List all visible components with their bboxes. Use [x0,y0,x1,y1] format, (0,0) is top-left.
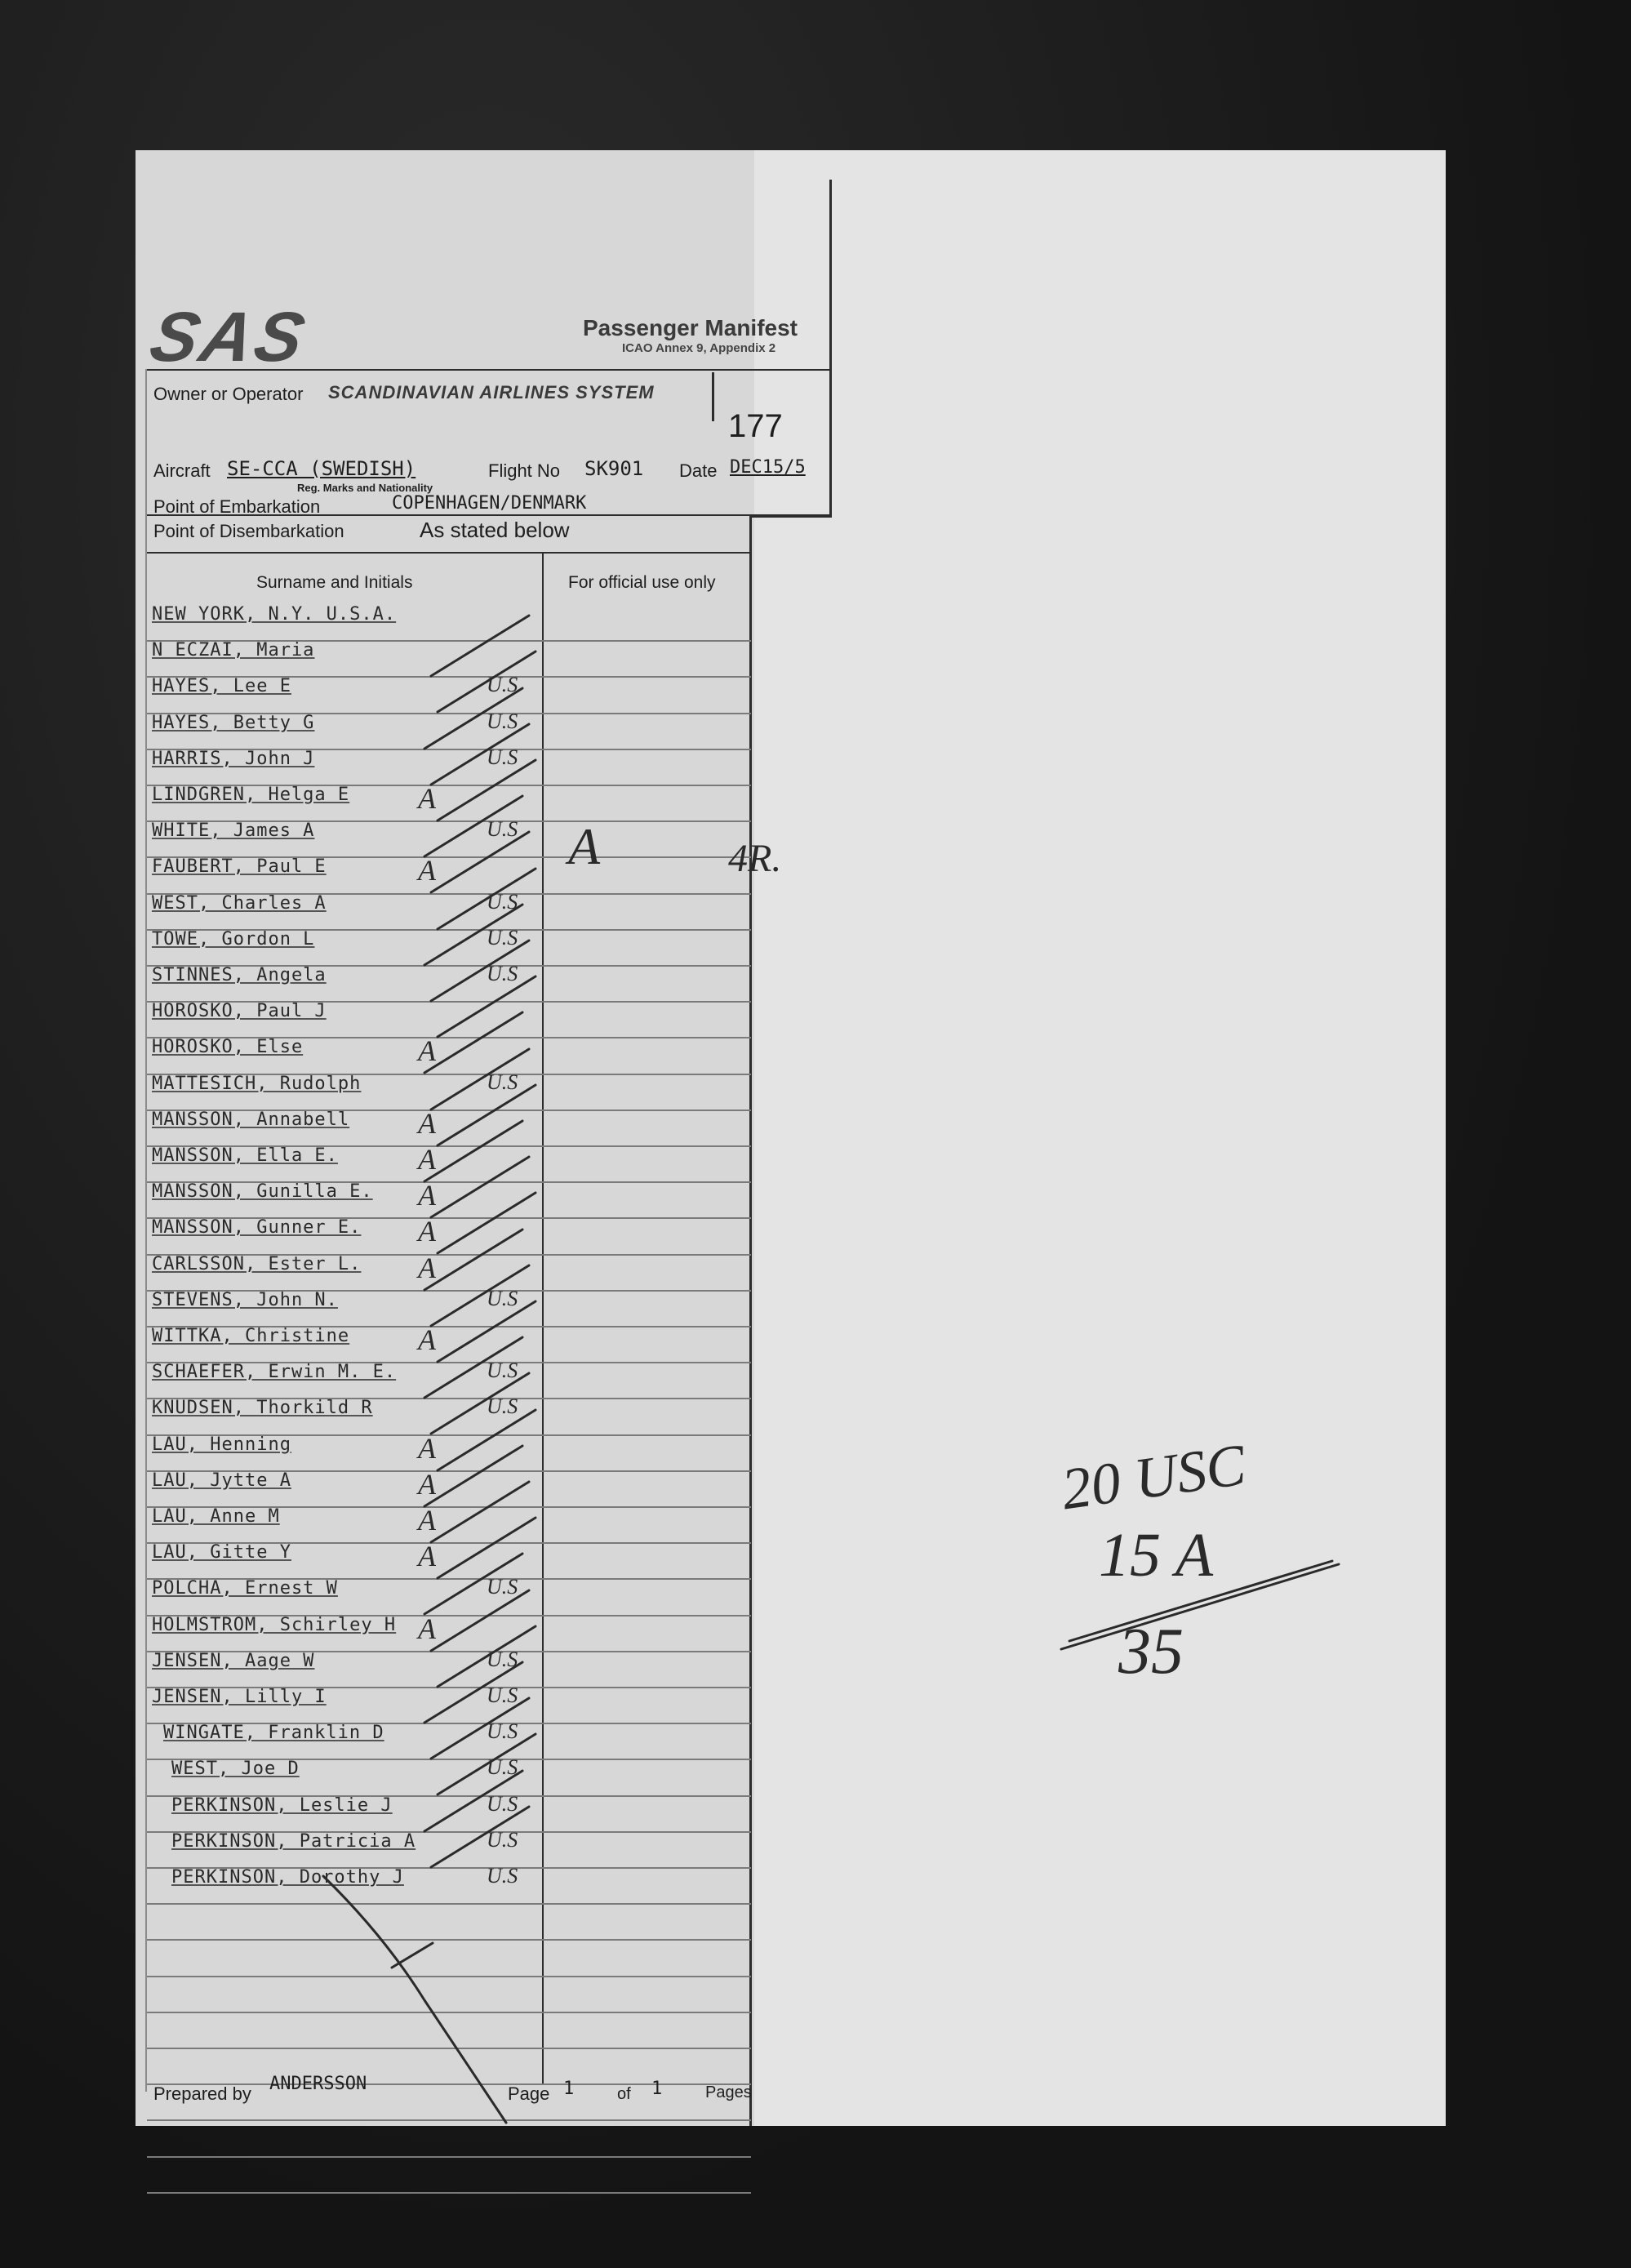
mark-label: A [418,854,436,887]
passenger-row: JENSEN, Aage W [152,1651,315,1671]
official-note-a: A [568,817,601,875]
check-stroke [431,724,529,785]
check-stroke [431,832,529,892]
passenger-row: LAU, Gitte Y [152,1542,291,1563]
check-stroke [431,1373,529,1434]
mark-label: A [418,782,436,815]
mark-label: U.S [487,962,518,985]
check-stroke [424,1230,522,1290]
embark-value: COPENHAGEN/DENMARK [392,493,587,514]
check-stroke [431,1157,529,1217]
tally-line2: 15 A [1099,1521,1214,1590]
passenger-row: LAU, Anne M [152,1506,280,1527]
passenger-row: WITTKA, Christine [152,1326,350,1346]
mark-label: A [418,1179,436,1212]
passenger-row: POLCHA, Ernest W [152,1578,338,1599]
passenger-row: HAYES, Betty G [152,713,315,733]
passenger-row: WHITE, James A [152,820,315,841]
disembark-value: As stated below [420,518,570,542]
check-stroke [438,760,536,820]
page-label: Page [508,2083,550,2104]
col-header-name: Surname and Initials [256,573,413,592]
mark-label: U.S [487,1575,518,1599]
check-stroke [431,1807,529,1867]
passenger-row: MANSSON, Gunner E. [152,1217,362,1238]
mark-label: A [418,1504,436,1536]
owner-label: Owner or Operator [153,384,304,404]
prepared-label: Prepared by [153,2083,251,2104]
passenger-row: LAU, Jytte A [152,1470,291,1491]
mark-label: U.S [487,1683,518,1707]
tally-line1: 20 USC [1057,1431,1250,1523]
mark-label: U.S [487,1648,518,1671]
mark-label: U.S [487,1828,518,1852]
tally-sum-line [1061,1564,1339,1649]
check-stroke [438,1193,536,1253]
form-subtitle: ICAO Annex 9, Appendix 2 [622,341,776,355]
sas-logo: SAS [143,298,315,376]
aircraft-value: SE-CCA (SWEDISH) [227,457,416,480]
check-stroke [424,1771,522,1831]
check-stroke [424,688,522,749]
tally-total: 35 [1118,1616,1184,1688]
tally-underline [1069,1561,1332,1641]
check-stroke [431,1698,529,1759]
mark-label: A [418,1612,436,1645]
reg-note: Reg. Marks and Nationality [297,482,433,494]
passenger-row: CARLSSON, Ester L. [152,1254,362,1274]
passenger-row: LAU, Henning [152,1434,291,1455]
passenger-row: N ECZAI, Maria [152,640,315,660]
passenger-row: WINGATE, Franklin D [163,1723,384,1743]
mark-label: U.S [487,1394,518,1418]
mark-label: A [418,1323,436,1356]
check-stroke [431,616,529,676]
of-label: of [617,2085,631,2103]
check-stroke [438,1085,536,1145]
check-stroke [438,869,536,929]
date-label: Date [679,460,718,481]
check-stroke [424,1446,522,1506]
mark-label: U.S [487,1864,518,1888]
passenger-row: PERKINSON, Leslie J [171,1795,393,1816]
mark-label: U.S [487,673,518,696]
check-stroke [438,651,536,712]
mark-label: U.S [487,817,518,841]
date-value: DEC15/5 [730,457,806,478]
mark-label: U.S [487,1359,518,1382]
passenger-row: PERKINSON, Patricia A [171,1831,416,1852]
passenger-row: MANSSON, Annabell [152,1110,350,1130]
destination-line: NEW YORK, N.Y. U.S.A. [152,604,397,625]
passenger-row: MANSSON, Ella E. [152,1145,338,1166]
embark-label: Point of Embarkation [153,496,321,517]
check-stroke [431,941,529,1001]
form-title: Passenger Manifest [583,315,798,340]
mark-label: U.S [487,1719,518,1743]
check-stroke [438,1626,536,1687]
passenger-row: WEST, Joe D [171,1759,300,1779]
passenger-row: MATTESICH, Rudolph [152,1074,362,1094]
mark-label: U.S [487,745,518,769]
mark-label: A [418,1252,436,1284]
mark-label: A [418,1107,436,1140]
page-number: 177 [728,408,783,444]
cancel-stroke-short [392,1943,433,1968]
check-stroke [431,1265,529,1326]
owner-value: SCANDINAVIAN AIRLINES SYSTEM [328,382,655,402]
pages-label: Pages [705,2083,752,2101]
check-stroke [424,905,522,965]
passenger-row: HOLMSTROM, Schirley H [152,1615,397,1635]
mark-label: A [418,1540,436,1572]
passenger-row: KNUDSEN, Thorkild R [152,1398,373,1418]
passenger-row: FAUBERT, Paul E [152,856,327,877]
passenger-row: STINNES, Angela [152,965,327,985]
mark-label: U.S [487,1287,518,1310]
check-stroke [438,1734,536,1794]
check-stroke [438,1518,536,1578]
passenger-row: STEVENS, John N. [152,1290,338,1310]
check-stroke [424,1121,522,1181]
mark-label: U.S [487,890,518,914]
check-stroke [424,796,522,856]
mark-label: U.S [487,926,518,949]
passenger-row: HARRIS, John J [152,749,315,769]
check-stroke [424,1662,522,1723]
col-header-official: For official use only [568,573,716,592]
disembark-label: Point of Disembarkation [153,521,344,541]
prepared-value: ANDERSSON [269,2074,367,2094]
mark-label: U.S [487,709,518,733]
check-stroke [431,1482,529,1542]
mark-label: U.S [487,1792,518,1816]
passenger-row: LINDGREN, Helga E [152,785,350,805]
mark-label: U.S [487,1755,518,1779]
check-stroke [424,1012,522,1073]
mark-label: U.S [487,1070,518,1094]
passenger-row: PERKINSON, Dorothy J [171,1867,404,1888]
check-stroke [438,1410,536,1470]
check-stroke [431,1590,529,1651]
mark-label: A [418,1143,436,1176]
check-stroke [431,1049,529,1110]
passenger-row: SCHAEFER, Erwin M. E. [152,1362,397,1382]
passenger-row: HOROSKO, Else [152,1037,304,1057]
flight-value: SK901 [584,457,644,480]
aircraft-label: Aircraft [153,460,211,481]
mark-label: A [418,1034,436,1067]
mark-label: A [418,1215,436,1247]
mark-label: A [418,1468,436,1501]
passenger-row: JENSEN, Lilly I [152,1687,327,1707]
check-stroke [438,1301,536,1362]
official-note-b: 4R. [728,837,782,880]
check-stroke [424,1337,522,1398]
passenger-row: TOWE, Gordon L [152,929,315,949]
flight-label: Flight No [488,460,561,481]
of-value: 1 [651,2079,663,2099]
check-stroke [424,1554,522,1614]
passenger-row: HAYES, Lee E [152,676,291,696]
mark-label: A [418,1432,436,1465]
passenger-row: HOROSKO, Paul J [152,1001,327,1021]
page-value: 1 [563,2079,575,2099]
passenger-row: WEST, Charles A [152,893,327,914]
check-stroke [438,976,536,1037]
passenger-row: MANSSON, Gunilla E. [152,1181,373,1202]
